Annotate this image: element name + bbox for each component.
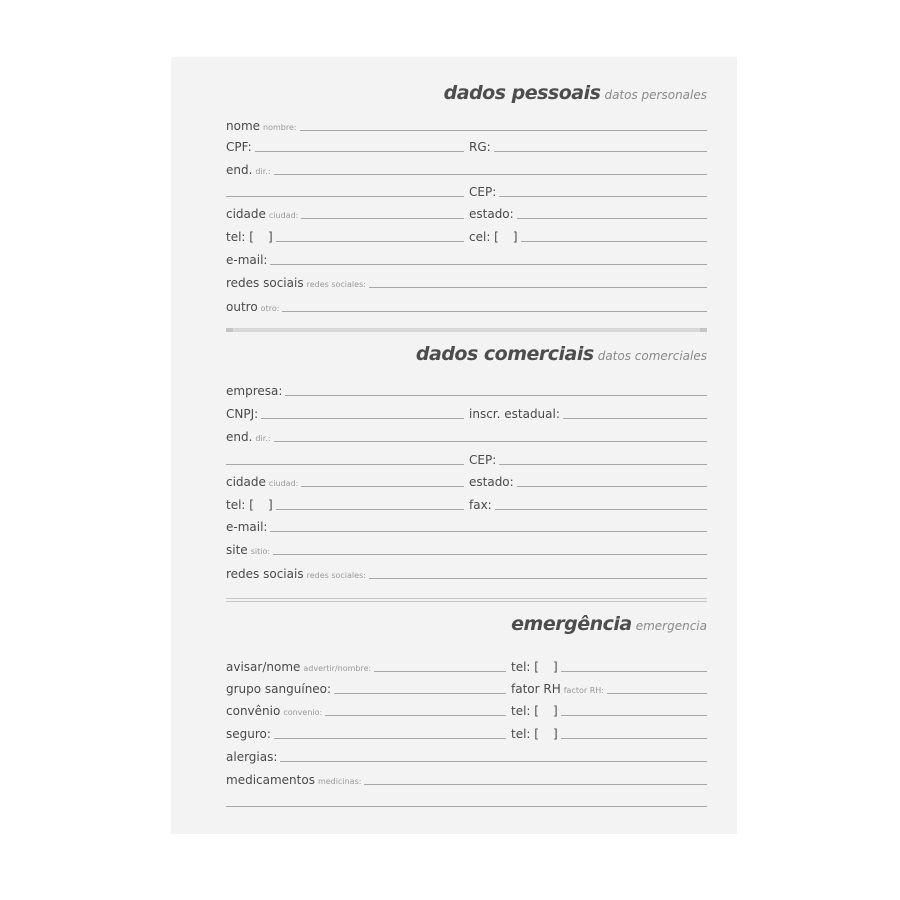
field-end[interactable] <box>226 163 707 179</box>
field-cidade-business[interactable] <box>226 475 464 491</box>
field-estado-business[interactable] <box>469 475 707 491</box>
field-fax[interactable] <box>469 498 707 514</box>
outro-line[interactable] <box>282 301 707 312</box>
cel-line[interactable] <box>521 231 707 242</box>
seguro-label: seguro: <box>226 727 271 741</box>
medicamentos-line-2[interactable] <box>226 806 707 807</box>
email-label: e-mail: <box>226 253 268 267</box>
personal-subtitle: datos personales <box>604 88 707 102</box>
convenio-sublabel: convenio: <box>283 708 323 717</box>
redes-sublabel: redes sociales: <box>306 280 366 289</box>
tel-emergency-2-label: tel: [ <box>511 704 539 718</box>
field-avisar[interactable] <box>226 660 506 676</box>
tel-emergency-3-label: tel: [ <box>511 727 539 741</box>
field-convenio[interactable] <box>226 704 506 720</box>
cidade-label: cidade <box>226 207 266 221</box>
cep-business-label: CEP: <box>469 453 497 467</box>
inscr-label: inscr. estadual: <box>469 407 560 421</box>
section-title-business <box>416 345 707 364</box>
alergias-label: alergias: <box>226 750 278 764</box>
form-sheet <box>171 57 737 834</box>
fator-sublabel: factor RH: <box>563 686 604 695</box>
nome-label: nome <box>226 119 261 133</box>
tel-emergency-1-label: tel: [ <box>511 660 539 674</box>
cpf-line[interactable] <box>255 141 464 152</box>
tel-label: tel: [ <box>226 230 254 244</box>
end-business-line[interactable] <box>274 431 707 442</box>
tel-close: ] <box>267 230 273 244</box>
empresa-label: empresa: <box>226 384 283 398</box>
estado-business-line[interactable] <box>517 476 707 487</box>
business-title: dados comerciais <box>415 343 594 365</box>
section-title-personal <box>444 84 707 103</box>
field-inscr[interactable] <box>469 407 707 423</box>
medicamentos-label: medicamentos <box>226 773 315 787</box>
cep-label: CEP: <box>469 185 497 199</box>
estado-business-label: estado: <box>469 475 514 489</box>
outro-label: outro <box>226 300 258 314</box>
field-cep-business[interactable] <box>469 453 707 469</box>
end-business-label: end. <box>226 430 253 444</box>
empresa-line[interactable] <box>285 385 707 396</box>
site-sublabel: sitio: <box>250 547 271 556</box>
cidade-business-line[interactable] <box>301 476 464 487</box>
field-grupo[interactable] <box>226 682 506 698</box>
redes-business-line[interactable] <box>369 568 707 579</box>
field-email[interactable] <box>226 253 707 269</box>
end-line[interactable] <box>274 164 707 175</box>
cidade-business-label: cidade <box>226 475 266 489</box>
end-label: end. <box>226 163 253 177</box>
redes-business-label: redes sociais <box>226 567 304 581</box>
field-tel-emergency-2[interactable] <box>511 704 707 720</box>
field-site[interactable] <box>226 543 707 559</box>
tel-business-label: tel: [ <box>226 498 254 512</box>
field-cep[interactable] <box>469 185 707 201</box>
tel-emergency-3-close: ] <box>552 727 558 741</box>
end-line-2[interactable] <box>226 196 464 197</box>
section-title-emergency <box>511 615 707 634</box>
field-tel-business[interactable] <box>226 498 464 514</box>
email-line[interactable] <box>270 254 707 265</box>
cel-close: ] <box>512 230 518 244</box>
field-seguro[interactable] <box>226 727 506 743</box>
field-fator[interactable] <box>511 682 707 698</box>
inscr-line[interactable] <box>563 408 707 419</box>
section-divider <box>226 328 707 332</box>
tel-line[interactable] <box>276 231 464 242</box>
rg-label: RG: <box>469 140 491 154</box>
field-cnpj[interactable] <box>226 407 464 423</box>
seguro-line[interactable] <box>274 728 506 739</box>
field-estado[interactable] <box>469 207 707 223</box>
avisar-label: avisar/nome <box>226 660 301 674</box>
field-alergias[interactable] <box>226 750 707 766</box>
cep-business-line[interactable] <box>499 454 707 465</box>
field-cidade[interactable] <box>226 207 464 223</box>
grupo-label: grupo sanguíneo: <box>226 682 332 696</box>
fator-line[interactable] <box>607 683 707 694</box>
field-tel[interactable] <box>226 230 464 246</box>
business-subtitle: datos comerciales <box>597 349 707 363</box>
redes-line[interactable] <box>369 277 707 288</box>
nome-sublabel: nombre: <box>263 123 297 132</box>
cnpj-label: CNPJ: <box>226 407 259 421</box>
field-nome[interactable] <box>226 119 707 135</box>
tel-emergency-1-close: ] <box>552 660 558 674</box>
field-redes-business[interactable] <box>226 567 707 583</box>
tel-emergency-2-close: ] <box>552 704 558 718</box>
section-divider-2 <box>226 598 707 602</box>
field-cel[interactable] <box>469 230 707 246</box>
field-email-business[interactable] <box>226 520 707 536</box>
convenio-label: convênio <box>226 704 281 718</box>
email-business-label: e-mail: <box>226 520 268 534</box>
medicamentos-line[interactable] <box>364 774 707 785</box>
emergency-subtitle: emergencia <box>635 619 707 633</box>
tel-business-close: ] <box>267 498 273 512</box>
tel-emergency-1-line[interactable] <box>561 661 707 672</box>
redes-label: redes sociais <box>226 276 304 290</box>
cidade-line[interactable] <box>301 208 464 219</box>
fax-line[interactable] <box>495 499 707 510</box>
convenio-line[interactable] <box>325 705 506 716</box>
field-empresa[interactable] <box>226 384 707 400</box>
fator-label: fator RH <box>511 682 561 696</box>
medicamentos-sublabel: medicinas: <box>317 777 362 786</box>
site-line[interactable] <box>273 544 707 555</box>
tel-emergency-2-line[interactable] <box>561 705 707 716</box>
rg-line[interactable] <box>494 141 707 152</box>
field-rg[interactable] <box>469 140 707 156</box>
field-tel-emergency-1[interactable] <box>511 660 707 676</box>
field-tel-emergency-3[interactable] <box>511 727 707 743</box>
cep-line[interactable] <box>499 186 707 197</box>
cel-label: cel: [ <box>469 230 499 244</box>
redes-business-sublabel: redes sociales: <box>306 571 366 580</box>
avisar-sublabel: advertir/nombre: <box>303 664 372 673</box>
cnpj-line[interactable] <box>261 408 464 419</box>
avisar-line[interactable] <box>374 661 506 672</box>
outro-sublabel: otro: <box>260 304 280 313</box>
site-label: site <box>226 543 248 557</box>
emergency-title: emergência <box>511 613 632 635</box>
estado-line[interactable] <box>517 208 707 219</box>
alergias-line[interactable] <box>280 751 707 762</box>
field-end-business[interactable] <box>226 430 707 446</box>
end-sublabel: dir.: <box>255 167 271 176</box>
grupo-line[interactable] <box>334 683 506 694</box>
field-redes[interactable] <box>226 276 707 292</box>
cidade-sublabel: ciudad: <box>268 211 299 220</box>
nome-line[interactable] <box>300 120 707 131</box>
cidade-business-sublabel: ciudad: <box>268 479 299 488</box>
estado-label: estado: <box>469 207 514 221</box>
end-business-sublabel: dir.: <box>255 434 271 443</box>
tel-emergency-3-line[interactable] <box>561 728 707 739</box>
field-medicamentos[interactable] <box>226 773 707 789</box>
email-business-line[interactable] <box>270 521 707 532</box>
field-outro[interactable] <box>226 300 707 316</box>
personal-title: dados pessoais <box>443 82 601 104</box>
field-cpf[interactable] <box>226 140 464 156</box>
fax-label: fax: <box>469 498 492 512</box>
tel-business-line[interactable] <box>276 499 464 510</box>
cpf-label: CPF: <box>226 140 252 154</box>
end-business-line-2[interactable] <box>226 464 464 465</box>
